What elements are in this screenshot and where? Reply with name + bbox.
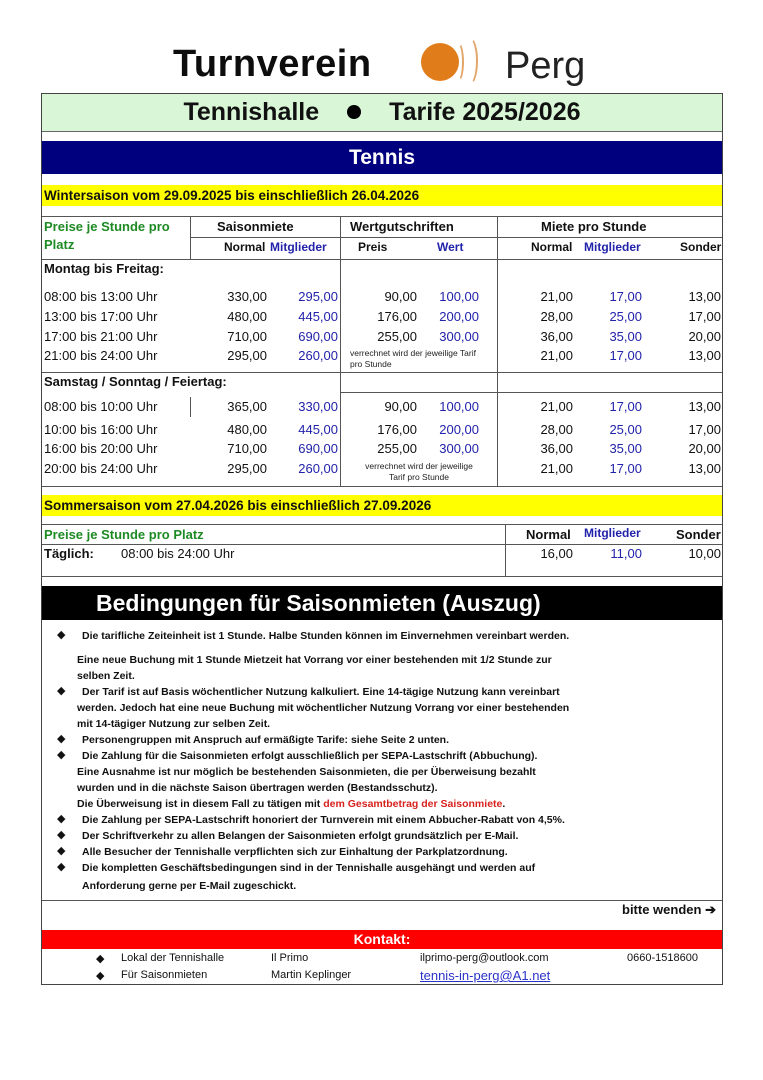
hourly-normal: 21,00 xyxy=(540,399,573,414)
col-normal-hourly: Normal xyxy=(531,240,573,254)
arrow-right-icon: ➔ xyxy=(705,902,716,917)
saison-mitglieder: 445,00 xyxy=(298,422,338,437)
logo-town: Perg xyxy=(505,45,586,87)
wert-preis: 176,00 xyxy=(377,309,417,324)
divider xyxy=(190,237,722,238)
condition-text: werden. Jedoch hat eine neue Buchung mit wöchentlicher Nutzung Vorrang vor einer bestehenden xyxy=(77,702,570,714)
col-wert: Wert xyxy=(437,240,464,254)
wert-wert: 300,00 xyxy=(439,441,479,456)
saison-mitglieder: 445,00 xyxy=(298,309,338,324)
time-slot: 21:00 bis 24:00 Uhr xyxy=(44,348,158,363)
weekday-label: Montag bis Freitag: xyxy=(44,261,164,276)
hourly-normal: 36,00 xyxy=(540,441,573,456)
weekend-label: Samstag / Sonntag / Feiertag: xyxy=(44,374,227,389)
logo-wave-icon xyxy=(460,36,478,86)
saison-normal: 295,00 xyxy=(227,348,267,363)
condition-text xyxy=(77,796,505,812)
col-sonder: Sonder xyxy=(680,240,722,254)
contact-email-link[interactable]: tennis-in-perg@A1.net xyxy=(420,968,551,983)
title-left: Tennishalle xyxy=(183,98,320,126)
condition-text: Die tarifliche Zeiteinheit ist 1 Stunde. Halbe Stunden können im Einvernehmen vereinbart werden. xyxy=(82,630,570,642)
condition-text: Der Schriftverkehr zu allen Belangen der Saisonmieten erfolgt grundsätzlich per E-Mail. xyxy=(82,830,519,842)
contact-label: Lokal der Tennishalle xyxy=(121,952,225,964)
summer-mitglieder: 11,00 xyxy=(610,546,642,561)
wert-preis: 176,00 xyxy=(377,422,417,437)
hourly-mitglieder: 17,00 xyxy=(609,289,642,304)
summer-normal: 16,00 xyxy=(540,546,573,561)
condition-text: selben Zeit. xyxy=(77,670,135,682)
condition-text: Alle Besucher der Tennishalle verpflichten sich zur Einhaltung der Parkplatzordnung. xyxy=(82,846,508,858)
divider xyxy=(42,216,722,217)
hourly-sonder: 20,00 xyxy=(688,441,721,456)
bullet-diamond-icon: ◆ xyxy=(96,970,105,982)
contact-name: Martin Keplinger xyxy=(271,969,352,981)
condition-text: Eine Ausnahme ist nur möglich be bestehenden Saisonmieten, die per Überweisung bezahlt xyxy=(77,766,536,778)
saison-mitglieder: 330,00 xyxy=(298,399,338,414)
hourly-mitglieder: 25,00 xyxy=(609,309,642,324)
hourly-mitglieder: 17,00 xyxy=(609,348,642,363)
divider xyxy=(340,216,341,486)
summer-time-slot: 08:00 bis 24:00 Uhr xyxy=(121,546,235,561)
time-slot: 13:00 bis 17:00 Uhr xyxy=(44,309,158,324)
contact-title: Kontakt: xyxy=(42,930,722,949)
hourly-normal: 28,00 xyxy=(540,422,573,437)
bullet-diamond-icon: ◆ xyxy=(57,813,66,825)
time-slot: 10:00 bis 16:00 Uhr xyxy=(44,422,158,437)
saison-normal: 330,00 xyxy=(227,289,267,304)
summer-col-sonder: Sonder xyxy=(676,527,721,542)
condition-text-part: Die Überweisung ist in diesem Fall zu tätigen mit xyxy=(77,798,324,810)
contact-email[interactable]: ilprimo-perg@outlook.com xyxy=(420,952,549,964)
wert-note: verrechnet wird der jeweilige xyxy=(365,461,473,471)
time-slot: 16:00 bis 20:00 Uhr xyxy=(44,441,158,456)
logo-wordmark: Turnverein xyxy=(173,43,372,85)
summer-sonder: 10,00 xyxy=(688,546,721,561)
divider xyxy=(42,900,722,901)
condition-text: Die Zahlung für die Saisonmieten erfolgt ausschließlich per SEPA-Lastschrift (Abbuchung). xyxy=(82,750,538,762)
condition-text: Personengruppen mit Anspruch auf ermäßigte Tarife: siehe Seite 2 unten. xyxy=(82,734,449,746)
time-slot: 17:00 bis 21:00 Uhr xyxy=(44,329,158,344)
contact-phone: 0660-1518600 xyxy=(627,952,698,964)
wert-note: pro Stunde xyxy=(350,359,392,369)
col-mitglieder: Mitglieder xyxy=(270,240,327,254)
summer-row-label: Täglich: xyxy=(44,546,94,561)
divider xyxy=(42,259,722,260)
saison-normal: 710,00 xyxy=(227,441,267,456)
hourly-sonder: 13,00 xyxy=(688,461,721,476)
hourly-mitglieder: 17,00 xyxy=(609,461,642,476)
col-mitglieder-hourly: Mitglieder xyxy=(584,240,641,254)
wert-preis: 255,00 xyxy=(377,329,417,344)
hourly-mitglieder: 25,00 xyxy=(609,422,642,437)
hourly-sonder: 17,00 xyxy=(688,309,721,324)
hourly-normal: 21,00 xyxy=(540,461,573,476)
divider xyxy=(42,524,722,525)
divider xyxy=(497,216,498,486)
turn-page-label: bitte wenden xyxy=(622,902,702,917)
divider xyxy=(190,397,191,417)
divider xyxy=(340,392,722,393)
bullet-diamond-icon: ◆ xyxy=(57,845,66,857)
group-wertgutschriften: Wertgutschriften xyxy=(350,219,454,234)
condition-text: Die kompletten Geschäftsbedingungen sind in der Tennishalle ausgehängt und werden auf xyxy=(82,862,536,874)
hourly-normal: 21,00 xyxy=(540,348,573,363)
saison-mitglieder: 260,00 xyxy=(298,348,338,363)
summer-season-banner: Sommersaison vom 27.04.2026 bis einschließlich 27.09.2026 xyxy=(42,495,722,516)
bullet-diamond-icon: ◆ xyxy=(57,861,66,873)
contact-name: Il Primo xyxy=(271,952,309,964)
divider xyxy=(42,372,722,373)
hourly-sonder: 13,00 xyxy=(688,348,721,363)
saison-mitglieder: 260,00 xyxy=(298,461,338,476)
condition-text: Anforderung gerne per E-Mail zugeschickt. xyxy=(82,880,297,892)
time-slot: 08:00 bis 10:00 Uhr xyxy=(44,399,158,414)
hourly-normal: 36,00 xyxy=(540,329,573,344)
wert-wert: 100,00 xyxy=(439,289,479,304)
page-title xyxy=(42,94,722,132)
wert-note: Tarif pro Stunde xyxy=(388,472,449,482)
saison-mitglieder: 295,00 xyxy=(298,289,338,304)
bullet-diamond-icon: ◆ xyxy=(57,629,66,641)
saison-normal: 365,00 xyxy=(227,399,267,414)
time-slot: 20:00 bis 24:00 Uhr xyxy=(44,461,158,476)
hourly-mitglieder: 17,00 xyxy=(609,399,642,414)
group-miete-pro-stunde: Miete pro Stunde xyxy=(541,219,647,234)
group-saisonmiete: Saisonmiete xyxy=(217,219,294,234)
saison-normal: 480,00 xyxy=(227,309,267,324)
conditions-title: Bedingungen für Saisonmieten (Auszug) xyxy=(42,586,722,620)
col-normal: Normal xyxy=(224,240,266,254)
saison-mitglieder: 690,00 xyxy=(298,441,338,456)
wert-note: verrechnet wird der jeweilige Tarif xyxy=(350,348,476,358)
hourly-normal: 21,00 xyxy=(540,289,573,304)
hourly-sonder: 13,00 xyxy=(688,399,721,414)
contact-label: Für Saisonmieten xyxy=(121,969,208,981)
wert-wert: 100,00 xyxy=(439,399,479,414)
bullet-diamond-icon: ◆ xyxy=(96,953,105,965)
bullet-diamond-icon: ◆ xyxy=(57,733,66,745)
section-title-tennis: Tennis xyxy=(42,141,722,174)
bullet-dot-icon xyxy=(347,105,361,119)
hourly-sonder: 20,00 xyxy=(688,329,721,344)
divider xyxy=(42,576,722,577)
saison-mitglieder: 690,00 xyxy=(298,329,338,344)
condition-text: mit 14-tägiger Nutzung zur selben Zeit. xyxy=(77,718,271,730)
turn-page-note xyxy=(622,902,716,918)
divider xyxy=(505,524,506,576)
wert-wert: 200,00 xyxy=(439,422,479,437)
bullet-diamond-icon: ◆ xyxy=(57,829,66,841)
hourly-mitglieder: 35,00 xyxy=(609,329,642,344)
title-right: Tarife 2025/2026 xyxy=(389,98,581,126)
wert-preis: 90,00 xyxy=(384,399,417,414)
hourly-mitglieder: 35,00 xyxy=(609,441,642,456)
divider xyxy=(42,486,722,487)
summer-col-normal: Normal xyxy=(526,527,571,542)
condition-text-part: . xyxy=(502,798,506,810)
condition-text: Der Tarif ist auf Basis wöchentlicher Nutzung kalkuliert. Eine 14-tägige Nutzung kann vereinbart xyxy=(82,686,560,698)
bullet-diamond-icon: ◆ xyxy=(57,685,66,697)
wert-preis: 255,00 xyxy=(377,441,417,456)
hourly-sonder: 13,00 xyxy=(688,289,721,304)
wert-wert: 300,00 xyxy=(439,329,479,344)
condition-text: Die Zahlung per SEPA-Lastschrift honoriert der Turnverein mit einem Abbucher-Rabatt von 4,5%. xyxy=(82,814,565,826)
winter-header-label: Preise je Stunde pro Platz xyxy=(44,219,170,252)
condition-text: wurden und in die nächste Saison übertragen werden (Bestandsschutz). xyxy=(77,782,438,794)
saison-normal: 710,00 xyxy=(227,329,267,344)
winter-season-banner: Wintersaison vom 29.09.2025 bis einschließlich 26.04.2026 xyxy=(42,185,722,206)
divider xyxy=(42,544,722,545)
condition-highlight: dem Gesamtbetrag der Saisonmiete xyxy=(323,798,503,810)
condition-text: Eine neue Buchung mit 1 Stunde Mietzeit hat Vorrang vor einer bestehenden mit 1/2 Stunde zur xyxy=(77,654,552,666)
wert-preis: 90,00 xyxy=(384,289,417,304)
time-slot: 08:00 bis 13:00 Uhr xyxy=(44,289,158,304)
bullet-diamond-icon: ◆ xyxy=(57,749,66,761)
hourly-normal: 28,00 xyxy=(540,309,573,324)
hourly-sonder: 17,00 xyxy=(688,422,721,437)
wert-wert: 200,00 xyxy=(439,309,479,324)
col-preis: Preis xyxy=(358,240,388,254)
summer-col-mitglieder: Mitglieder xyxy=(584,526,641,540)
saison-normal: 295,00 xyxy=(227,461,267,476)
saison-normal: 480,00 xyxy=(227,422,267,437)
summer-header-label: Preise je Stunde pro Platz xyxy=(44,527,204,542)
